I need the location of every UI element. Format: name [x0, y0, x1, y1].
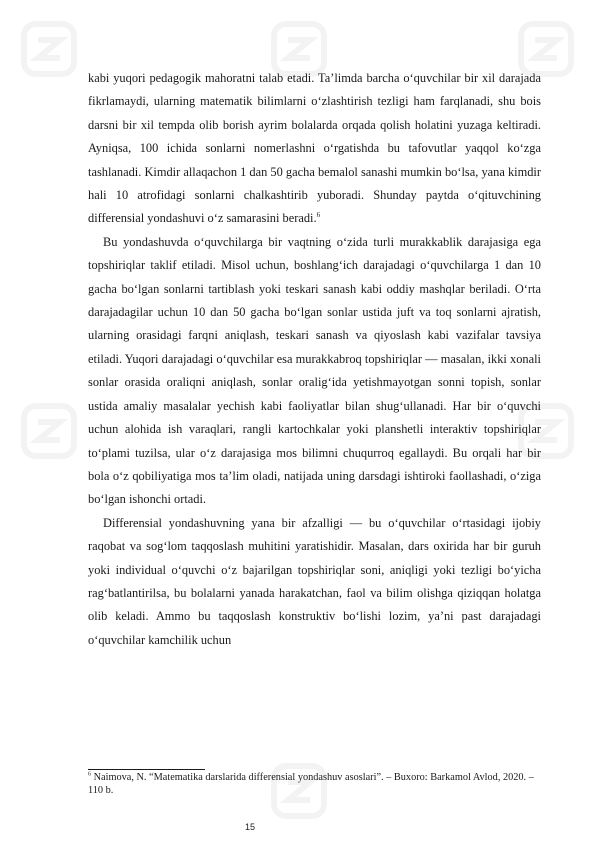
page-number: 15 — [244, 822, 255, 832]
footnote — [88, 772, 541, 797]
page-body — [88, 67, 541, 652]
paragraph-2: Bu yondashuvda o‘quvchilarga bir vaqtning o‘zida turli murakkablik darajasiga ega topshiriqlar taklif etiladi. Misol uchun, boshlang‘ich darajadagi o‘quvchilarga 1 dan 10 gacha bo‘lgan sonlarni tartiblash yoki teskari sanash kabi oddiy mashqlar beriladi. O‘rta darajadagilar uchun 10 dan 50 gacha bo‘lgan sonlar ustida juft va toq sonlarni ajratish, ularning orasidagi farqni aniqlash, teskari sanash va qiyoslash kabi vazifalar tavsiya etiladi. Yuqori darajadagi o‘quvchilar esa murakkabroq topshiriqlar — masalan, ikki xonali sonlar orasida oraliqni aniqlash, sonlar oralig‘ida yetishmayotgan sonni topish, sonlar ustida amaliy masalalar yechish kabi faoliyatlar bilan shug‘ullanadi. Har bir o‘quvchi uchun alohida ish varaqlari, rangli kartochkalar yoki planshetli interaktiv topshiriqlar to‘plami tuzilsa, ular o‘z darajasiga mos bilimni chuqurroq egallaydi. Bu orqali har bir bola o‘z qobiliyatiga mos ta’lim oladi, natijada uning darsdagi ishtiroki faollashadi, o‘ziga bo‘lgan ishonchi ortadi. — [88, 234, 541, 507]
paragraph-1-text: kabi yuqori pedagogik mahoratni talab etadi. Ta’limda barcha o‘quvchilar bir xil darajada fikrlamaydi, ularning matematik bilimlarni o‘zlashtirish tezligi ham farqlanadi, shu bois darsni bir xil tempda olib borish ayrim bolalarda orqada qolish holatini yuzaga keltiradi. Ayniqsa, 100 ichida sonlarni nomerlashni o‘rgatishda bu tafovutlar yaqqol ko‘zga tashlanadi. Kimdir allaqachon 1 dan 50 gacha bemalol sanashi mumkin bo‘lsa, yana kimdir hali 10 atrofidagi sonlarni chalkashtirib yuboradi. Shunday paytda o‘qituvchining differensial yondashuvi o‘z samarasini beradi. — [88, 71, 541, 226]
footnote-separator — [88, 769, 205, 770]
footnote-mark: 6 — [88, 771, 91, 778]
watermark-icon — [18, 18, 80, 80]
paragraph-1 — [88, 67, 541, 231]
footnote-text: Naimova, N. “Matematika darslarida differensial yondashuv asoslari”. – Buxoro: Barkamol Avlod, 2020. – 110 b. — [88, 772, 534, 796]
watermark-icon — [18, 400, 80, 462]
paragraph-3: Differensial yondashuvning yana bir afzalligi — bu o‘quvchilar o‘rtasidagi ijobiy raqobat va sog‘lom taqqoslash muhitini yaratishidir. Masalan, dars oxirida har bir guruh yoki individual o‘quvchi o‘z bajarilgan topshiriqlar soni, aniqligi yoki tezligi bo‘yicha rag‘batlantirilsa, bu bolalarni yanada harakatchan, faol va bilim olishga qiziqqan holatga olib keladi. Ammo bu taqqoslash konstruktiv bo‘lishi lozim, ya’ni past darajadagi o‘quvchilar kamchilik uchun — [88, 515, 541, 647]
footnote-reference[interactable]: 6 — [316, 211, 321, 220]
